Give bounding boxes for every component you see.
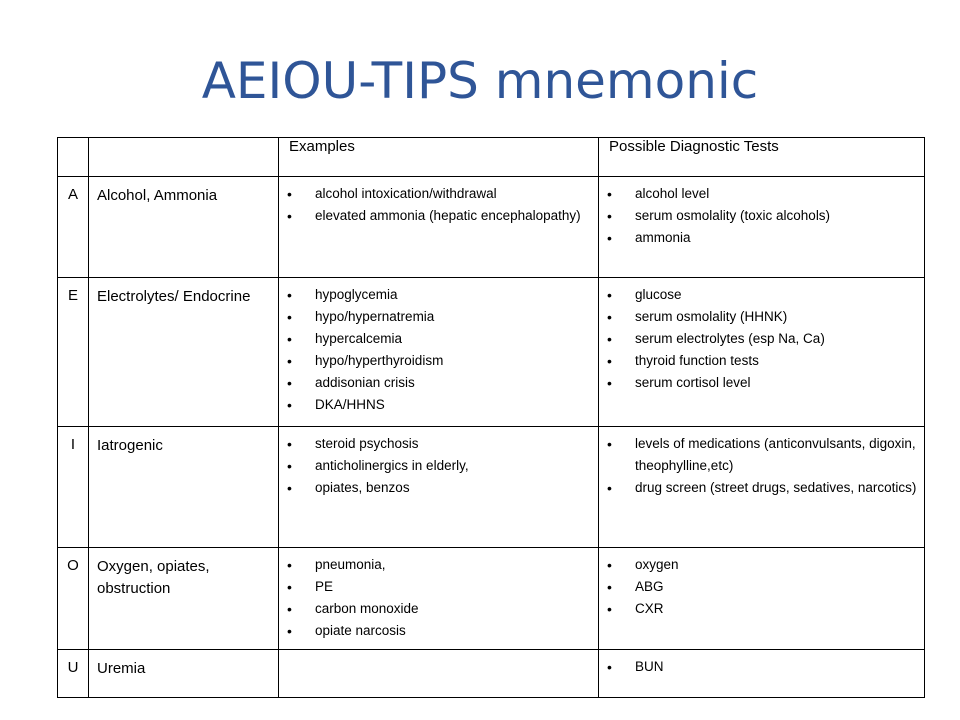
tests-list <box>599 280 924 394</box>
table-row <box>58 177 925 278</box>
list-item: • DKA/HHNS <box>315 394 592 416</box>
mnemonic-table <box>57 137 925 698</box>
letter-cell: E <box>58 278 89 427</box>
examples-list <box>279 280 598 416</box>
category-cell: Oxygen, opiates, obstruction <box>89 548 279 650</box>
letter-cell: A <box>58 177 89 278</box>
list-item: • serum electrolytes (esp Na, Ca) <box>635 328 918 350</box>
header-category-cell <box>89 138 279 177</box>
list-item: • hypoglycemia <box>315 284 592 306</box>
header-letter-cell <box>58 138 89 177</box>
category-cell: Uremia <box>89 650 279 698</box>
tests-cell <box>599 177 925 278</box>
list-item: • serum osmolality (HHNK) <box>635 306 918 328</box>
list-item: • glucose <box>635 284 918 306</box>
list-item: • addisonian crisis <box>315 372 592 394</box>
list-item: • steroid psychosis <box>315 433 592 455</box>
tests-list <box>599 179 924 249</box>
list-item: • levels of medications (anticonvulsants, digoxin, theophylline,etc) <box>635 433 918 477</box>
list-item: • CXR <box>635 598 918 620</box>
header-tests: Possible Diagnostic Tests <box>599 138 925 177</box>
list-item: • carbon monoxide <box>315 598 592 620</box>
list-item: • hypercalcemia <box>315 328 592 350</box>
list-item: • alcohol level <box>635 183 918 205</box>
list-item: • anticholinergics in elderly, <box>315 455 592 477</box>
list-item: • elevated ammonia (hepatic encephalopathy) <box>315 205 592 227</box>
list-item: • oxygen <box>635 554 918 576</box>
list-item: • hypo/hypernatremia <box>315 306 592 328</box>
list-item: • opiate narcosis <box>315 620 592 642</box>
list-item: • hypo/hyperthyroidism <box>315 350 592 372</box>
table-row <box>58 650 925 698</box>
category-cell: Electrolytes/ Endocrine <box>89 278 279 427</box>
list-item: • ammonia <box>635 227 918 249</box>
list-item: • pneumonia, <box>315 554 592 576</box>
examples-cell <box>279 278 599 427</box>
list-item: • thyroid function tests <box>635 350 918 372</box>
list-item: • opiates, benzos <box>315 477 592 499</box>
header-examples: Examples <box>279 138 599 177</box>
list-item: • alcohol intoxication/withdrawal <box>315 183 592 205</box>
list-item: • serum osmolality (toxic alcohols) <box>635 205 918 227</box>
table-row <box>58 427 925 548</box>
table-row <box>58 278 925 427</box>
tests-cell <box>599 548 925 650</box>
letter-cell: O <box>58 548 89 650</box>
examples-cell <box>279 650 599 698</box>
category-cell: Iatrogenic <box>89 427 279 548</box>
examples-list <box>279 550 598 642</box>
tests-list <box>599 429 924 499</box>
slide-title: AEIOU-TIPS mnemonic <box>201 52 759 110</box>
tests-cell <box>599 278 925 427</box>
examples-list <box>279 429 598 499</box>
letter-cell: I <box>58 427 89 548</box>
list-item: • PE <box>315 576 592 598</box>
tests-cell <box>599 650 925 698</box>
letter-cell: U <box>58 650 89 698</box>
examples-cell <box>279 548 599 650</box>
examples-list <box>279 179 598 227</box>
list-item: • drug screen (street drugs, sedatives, narcotics) <box>635 477 918 499</box>
examples-cell <box>279 177 599 278</box>
tests-cell <box>599 427 925 548</box>
list-item: • serum cortisol level <box>635 372 918 394</box>
table-row <box>58 548 925 650</box>
header-row <box>58 138 925 177</box>
examples-cell <box>279 427 599 548</box>
category-cell: Alcohol, Ammonia <box>89 177 279 278</box>
list-item: • ABG <box>635 576 918 598</box>
tests-list <box>599 550 924 620</box>
tests-list <box>599 652 924 678</box>
list-item: • BUN <box>635 656 918 678</box>
